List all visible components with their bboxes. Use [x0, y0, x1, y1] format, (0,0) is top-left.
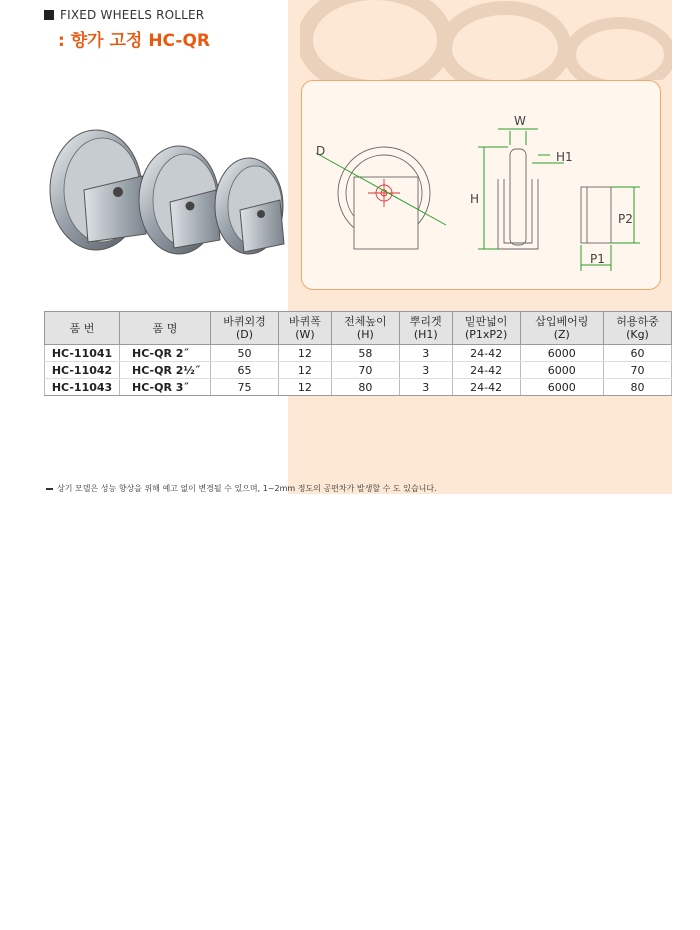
cell-name: HC-QR 2˝: [120, 345, 211, 362]
cell-h1: 3: [399, 379, 452, 396]
cell-bearing: 6000: [520, 379, 603, 396]
col-header-bearing: [520, 312, 603, 345]
col-header-unit: (P1xP2): [464, 328, 508, 341]
cell-h1: 3: [399, 362, 452, 379]
col-header-unit: (Kg): [626, 328, 649, 341]
cell-d: 75: [211, 379, 279, 396]
cell-h: 80: [331, 379, 399, 396]
note-marker-icon: [46, 488, 53, 490]
table-row: [45, 362, 672, 379]
col-header-label: 바퀴폭: [288, 315, 321, 328]
cell-part-no: HC-11041: [45, 345, 120, 362]
table-row: [45, 345, 672, 362]
col-header-load: [603, 312, 671, 345]
product-subtitle: [58, 26, 210, 51]
col-header-h1: [399, 312, 452, 345]
col-header-unit: (W): [295, 328, 315, 341]
col-header-label: 전체높이: [344, 315, 387, 328]
table-row: [45, 379, 672, 396]
cell-w: 12: [279, 345, 332, 362]
label-p1: P1: [590, 252, 605, 266]
cell-d: 65: [211, 362, 279, 379]
table-header-row: [45, 312, 672, 345]
cell-load: 80: [603, 379, 671, 396]
col-header-unit: (D): [235, 328, 254, 341]
col-header-label: 바퀴외경: [223, 315, 266, 328]
label-d: D: [316, 144, 326, 158]
label-h: H: [470, 192, 480, 206]
spec-table: [44, 311, 672, 396]
cell-part-no: HC-11042: [45, 362, 120, 379]
cell-d: 50: [211, 345, 279, 362]
col-header-label: 삽입베어링: [535, 315, 589, 328]
cell-bearing: 6000: [520, 362, 603, 379]
category-title: FIXED WHEELS ROLLER: [60, 8, 205, 22]
col-header-label: 밑판넓이: [464, 315, 508, 328]
label-p2: P2: [618, 212, 633, 226]
model-name: HC-QR: [148, 31, 211, 51]
cell-plate: 24-42: [452, 345, 520, 362]
label-w: W: [514, 114, 526, 128]
cell-bearing: 6000: [520, 345, 603, 362]
cell-w: 12: [279, 362, 332, 379]
label-h1: H1: [556, 150, 573, 164]
col-header-plate: [452, 312, 520, 345]
col-header-name: [120, 312, 211, 345]
disclaimer-note: [46, 483, 437, 494]
col-header-label: 품 명: [152, 321, 178, 335]
col-header-label: 품 번: [69, 321, 95, 335]
col-header-label: 뿌리겟: [409, 315, 442, 328]
cell-name: HC-QR 2½˝: [120, 362, 211, 379]
col-header-unit: (H1): [413, 328, 438, 341]
col-header-h: [331, 312, 399, 345]
background-wheel-photo: [300, 0, 672, 80]
dimension-drawing: [302, 81, 660, 289]
col-header-label: 허용하중: [616, 315, 659, 328]
page-header: [44, 8, 210, 51]
cell-load: 70: [603, 362, 671, 379]
dimension-diagram: [301, 80, 661, 290]
disclaimer-text: 상기 모델은 성능 향상을 위해 예고 없이 변경될 수 있으며, 1~2mm 정도의 공편차가 발생할 수 도 있습니다.: [57, 484, 437, 493]
square-bullet-icon: [44, 10, 54, 20]
cell-h: 58: [331, 345, 399, 362]
cell-h: 70: [331, 362, 399, 379]
cell-name: HC-QR 3˝: [120, 379, 211, 396]
col-header-d: [211, 312, 279, 345]
col-header-w: [279, 312, 332, 345]
col-header-part-no: [45, 312, 120, 345]
subtitle-prefix: : 향가 고정: [58, 31, 143, 51]
cell-part-no: HC-11043: [45, 379, 120, 396]
cell-plate: 24-42: [452, 362, 520, 379]
col-header-unit: (Z): [553, 328, 570, 341]
cell-plate: 24-42: [452, 379, 520, 396]
col-header-unit: (H): [356, 328, 374, 341]
cell-h1: 3: [399, 345, 452, 362]
cell-w: 12: [279, 379, 332, 396]
product-photo: [44, 118, 294, 268]
cell-load: 60: [603, 345, 671, 362]
